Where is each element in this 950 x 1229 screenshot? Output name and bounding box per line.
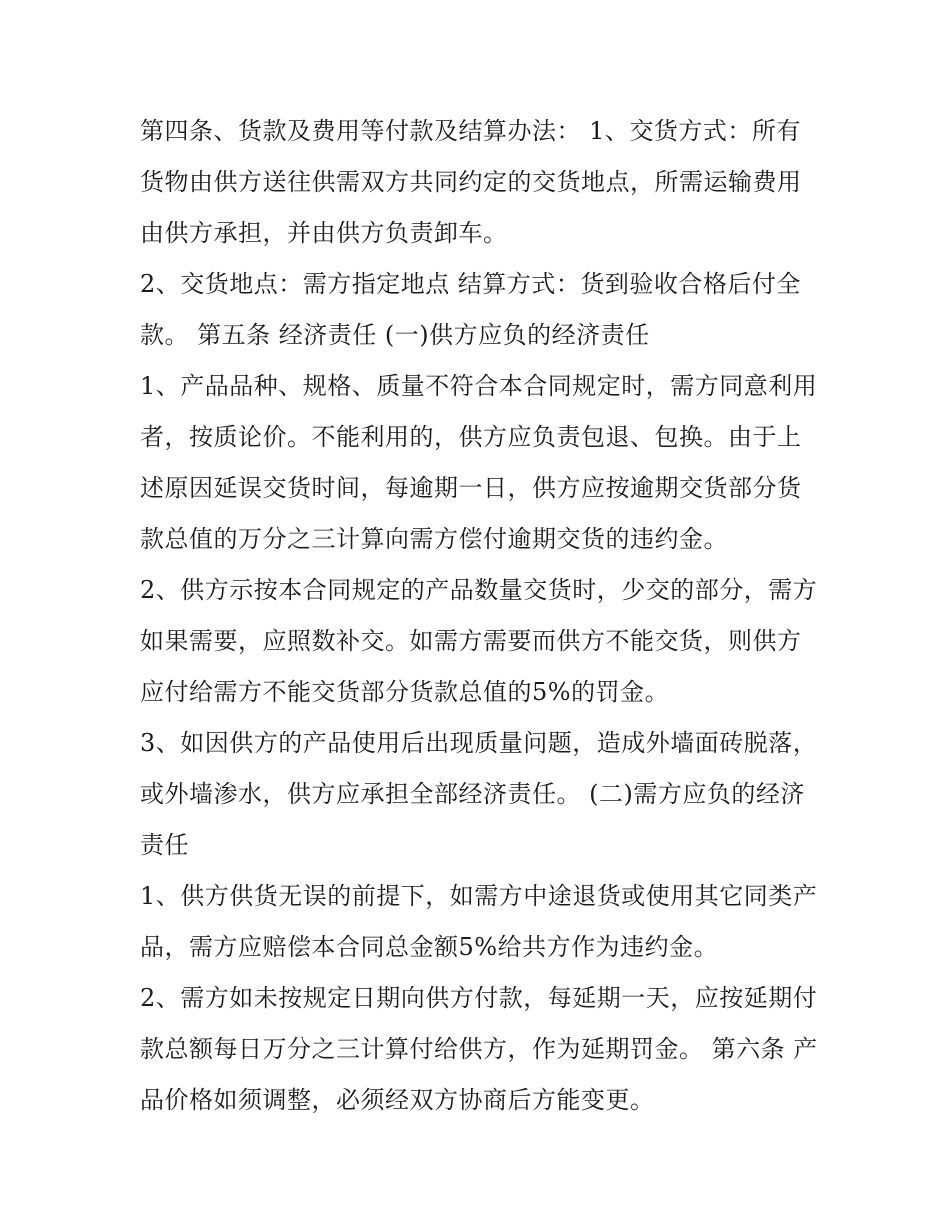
paragraph-supplier-liability-3: 3、如因供方的产品使用后出现质量问题，造成外墙面砖脱落，或外墙渗水，供方应承担全部经济责任。 (二)需方应负的经济责任 — [140, 729, 818, 859]
paragraph-buyer-liability-2: 2、需方如未按规定日期向供方付款，每延期一天，应按延期付款总额每日万分之三计算付给供方，作为延期罚金。 第六条 产品价格如须调整，必须经双方协商后方能变更。 — [140, 984, 818, 1114]
paragraph-delivery-location: 2、交货地点：需方指定地点 结算方式：货到验收合格后付全款。 第五条 经济责任 (一)供方应负的经济责任 — [140, 270, 801, 349]
paragraph-article-4: 第四条、货款及费用等付款及结算办法： 1、交货方式：所有货物由供方送往供需双方共同约定的交货地点，所需运输费用由供方承担，并由供方负责卸车。 — [140, 117, 802, 247]
document-body — [140, 106, 820, 1126]
paragraph-buyer-liability-1: 1、供方供货无误的前提下，如需方中途退货或使用其它同类产品，需方应赔偿本合同总金额5%给共方作为违约金。 — [140, 882, 818, 961]
paragraph-supplier-liability-1: 1、产品品种、规格、质量不符合本合同规定时，需方同意利用者，按质论价。不能利用的，供方应负责包退、包换。由于上述原因延误交货时间，每逾期一日，供方应按逾期交货部分货款总值的万分之三计算向需方偿付逾期交货的违约金。 — [140, 372, 818, 553]
paragraph-supplier-liability-2: 2、供方示按本合同规定的产品数量交货时，少交的部分，需方如果需要，应照数补交。如需方需要而供方不能交货，则供方应付给需方不能交货部分货款总值的5%的罚金。 — [140, 576, 818, 706]
